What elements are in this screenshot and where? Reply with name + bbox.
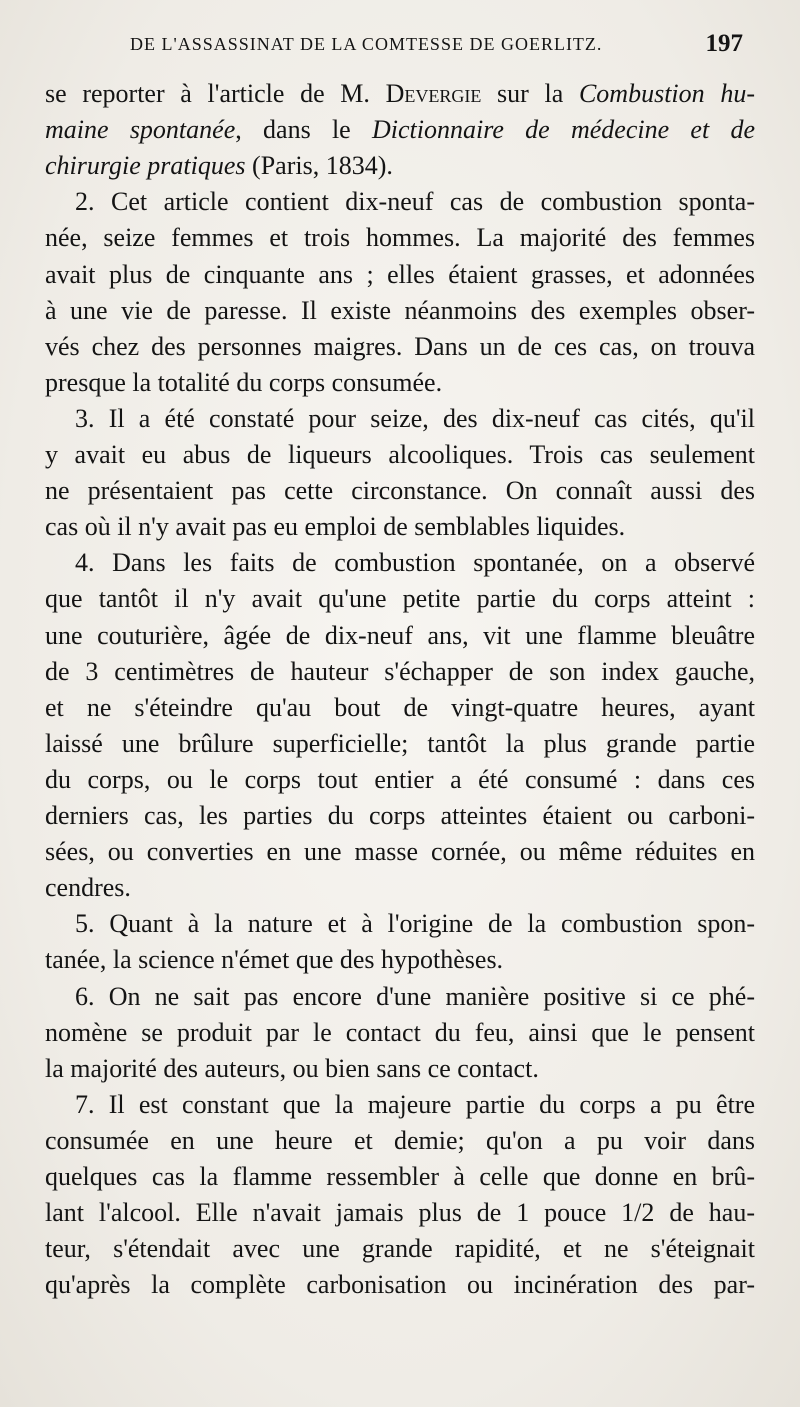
text-line xyxy=(45,870,131,906)
text-segment: et ne s'éteindre qu'au bout de vingt-quatre heures, ayant xyxy=(45,692,755,722)
text-line xyxy=(45,1123,755,1159)
text-line xyxy=(75,184,755,220)
text-line xyxy=(75,545,755,581)
text-segment: tanée, la science n'émet que des hypothèses. xyxy=(45,945,504,975)
text-segment: de 3 centimètres de hauteur s'échapper de son index gauche, xyxy=(45,656,755,686)
text-segment: Combustion hu- xyxy=(578,79,755,108)
text-line xyxy=(45,509,625,545)
text-line xyxy=(45,762,755,798)
text-segment: 2. Cet article contient dix-neuf cas de combustion sponta- xyxy=(75,187,755,217)
text-segment: , dans le xyxy=(235,115,372,145)
text-line xyxy=(45,654,755,690)
text-line xyxy=(75,401,755,437)
text-segment: 7. Il est constant que la majeure partie du corps a pu être xyxy=(75,1089,755,1119)
text-line xyxy=(75,979,755,1015)
text-segment: 5. Quant à la nature et à l'origine de la combustion spon- xyxy=(75,909,755,939)
text-line xyxy=(45,834,755,870)
text-segment: lant l'alcool. Elle n'avait jamais plus de 1 pouce 1/2 de hau- xyxy=(45,1198,755,1228)
text-line xyxy=(45,726,755,762)
text-line xyxy=(45,942,503,978)
text-segment: sées, ou converties en une masse cornée, ou même réduites en xyxy=(45,837,755,867)
text-line xyxy=(45,1195,755,1231)
text-line xyxy=(45,798,755,834)
text-segment: (Paris, 1834). xyxy=(245,151,393,181)
text-line xyxy=(45,148,393,184)
text-segment: quelques cas la flamme ressembler à celle que donne en brû- xyxy=(45,1162,755,1191)
text-segment: avait plus de cinquante ans ; elles étaient grasses, et adonnées xyxy=(45,259,755,289)
text-line xyxy=(45,257,755,293)
text-segment: chirurgie pratiques xyxy=(45,151,246,181)
text-segment: une couturière, âgée de dix-neuf ans, vit une flamme bleuâtre xyxy=(45,620,755,650)
text-line xyxy=(45,293,755,329)
text-segment: 6. On ne sait pas encore d'une manière positive si ce phé- xyxy=(75,981,755,1011)
text-line xyxy=(45,220,755,256)
text-segment: teur, s'étendait avec une grande rapidité, et ne s'éteignait xyxy=(45,1234,755,1264)
text-segment: se reporter à l'article de M. xyxy=(45,79,386,108)
text-line xyxy=(45,1231,755,1267)
text-segment: nomène se produit par le contact du feu, ainsi que le pensent xyxy=(45,1017,755,1047)
text-segment: à une vie de paresse. Il existe néanmoins des exemples obser- xyxy=(45,295,755,325)
text-segment: Devergie xyxy=(385,79,482,108)
running-title: DE L'ASSASSINAT DE LA COMTESSE DE GOERLITZ. xyxy=(130,34,603,54)
text-line xyxy=(45,76,755,112)
text-segment: que tantôt il n'y avait qu'une petite partie du corps atteint : xyxy=(45,584,755,614)
text-segment: qu'après la complète carbonisation ou incinération des par- xyxy=(45,1270,755,1300)
text-line xyxy=(45,581,755,617)
text-segment: la majorité des auteurs, ou bien sans ce contact. xyxy=(45,1053,539,1083)
text-segment: 3. Il a été constaté pour seize, des dix-neuf cas cités, qu'il xyxy=(75,403,755,433)
text-segment: consumée en une heure et demie; qu'on a pu voir dans xyxy=(45,1125,755,1155)
text-line xyxy=(45,618,755,654)
text-line xyxy=(45,690,755,726)
text-segment: derniers cas, les parties du corps atteintes étaient ou carboni- xyxy=(45,801,755,830)
text-line xyxy=(45,1015,755,1051)
text-line xyxy=(45,1051,539,1087)
text-segment: sur la xyxy=(481,79,579,108)
text-segment: cas où il n'y avait pas eu emploi de semblables liquides. xyxy=(45,512,626,542)
text-line xyxy=(45,365,442,401)
text-segment: cendres. xyxy=(45,873,131,903)
text-line xyxy=(45,1159,755,1195)
text-segment: née, seize femmes et trois hommes. La majorité des femmes xyxy=(45,223,755,253)
text-line xyxy=(45,437,755,473)
text-line xyxy=(45,329,755,365)
text-line xyxy=(45,1267,755,1303)
text-segment: Dictionnaire de médecine et de xyxy=(372,115,756,145)
text-segment: ne présentaient pas cette circonstance. On connaît aussi des xyxy=(45,476,755,506)
text-line xyxy=(75,1087,755,1123)
text-segment: y avait eu abus de liqueurs alcooliques. Trois cas seulement xyxy=(45,440,755,469)
text-line xyxy=(75,906,755,942)
text-segment: maine spontanée xyxy=(45,115,236,145)
text-line xyxy=(45,473,755,509)
text-segment: presque la totalité du corps consumée. xyxy=(45,367,443,397)
text-segment: vés chez des personnes maigres. Dans un de ces cas, on trouva xyxy=(45,331,755,361)
text-line xyxy=(45,112,755,148)
text-segment: du corps, ou le corps tout entier a été consumé : dans ces xyxy=(45,764,755,794)
text-segment: 4. Dans les faits de combustion spontanée, on a observé xyxy=(75,548,755,578)
page-number: 197 xyxy=(705,30,743,57)
text-segment: laissé une brûlure superficielle; tantôt la plus grande partie xyxy=(45,728,755,758)
